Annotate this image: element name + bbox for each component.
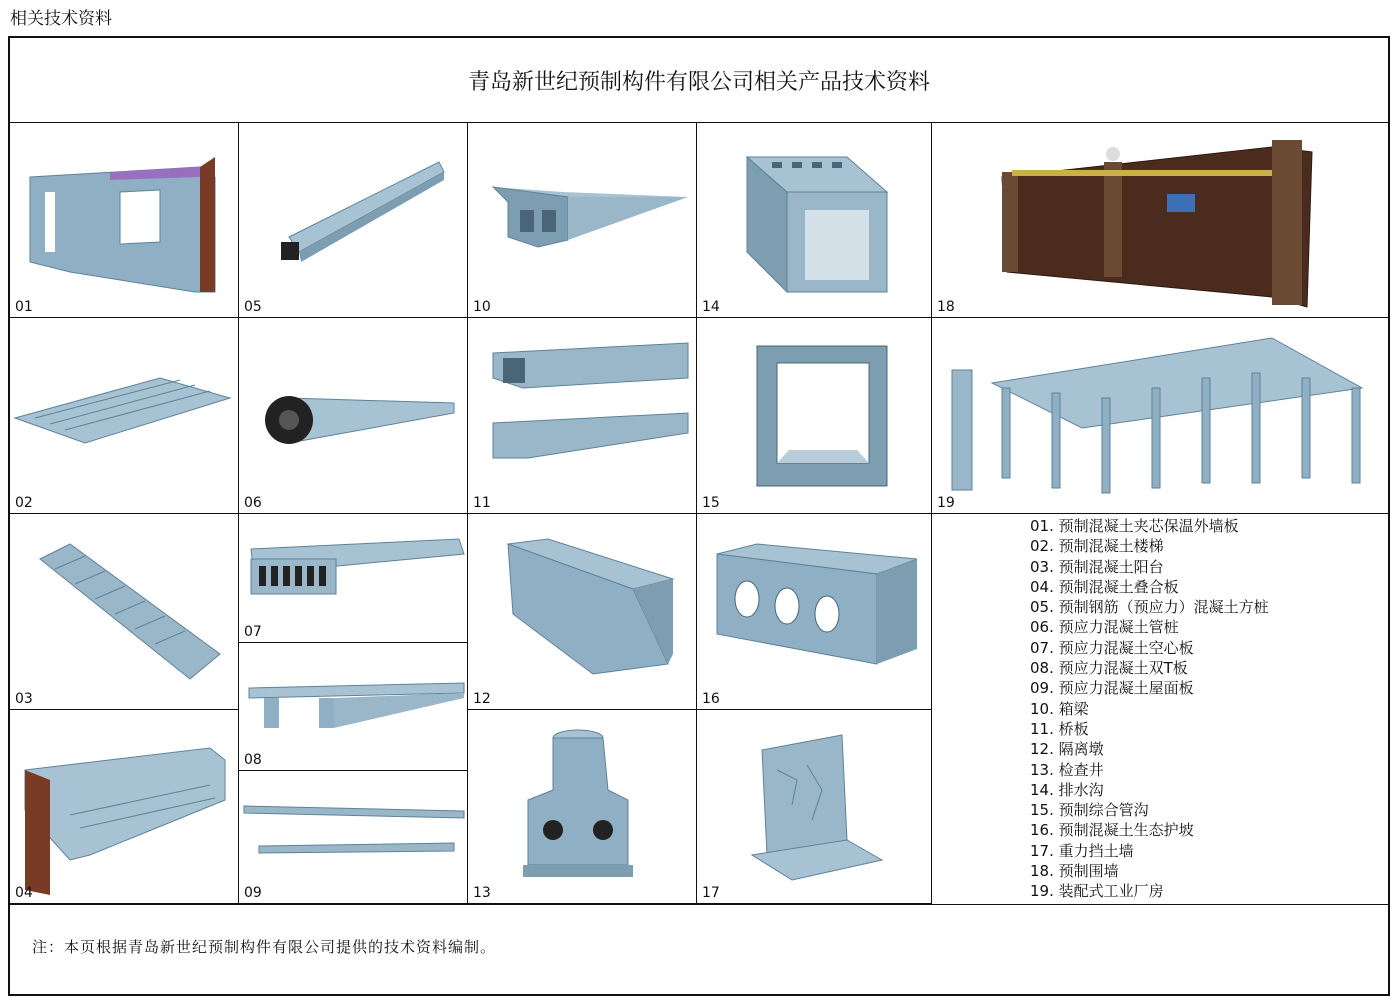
product-cell-14 (697, 122, 932, 318)
product-number: 06 (244, 495, 262, 511)
legend-item: 02. 预制混凝土楼梯 (1030, 537, 1164, 556)
product-number: 18 (937, 299, 955, 315)
product-number: 15 (702, 495, 720, 511)
product-number: 08 (244, 752, 262, 768)
legend-item: 01. 预制混凝土夹芯保温外墙板 (1030, 517, 1239, 535)
utility-tunnel-image (697, 318, 932, 514)
sheet-title: 青岛新世纪预制构件有限公司相关产品技术资料 (10, 38, 1388, 123)
product-cell-16 (697, 514, 932, 710)
double-t-slab-image (239, 643, 468, 771)
drainage-channel-image (697, 122, 932, 318)
product-number: 05 (244, 299, 262, 315)
product-cell-09 (239, 771, 468, 904)
product-number: 10 (473, 299, 491, 315)
gravity-retaining-wall-image (697, 710, 932, 904)
product-cell-01 (10, 122, 239, 318)
product-number: 11 (473, 495, 491, 511)
product-cell-11 (468, 318, 697, 514)
legend-item: 14. 排水沟 (1030, 780, 1104, 799)
product-number: 02 (15, 495, 33, 511)
product-number: 17 (702, 885, 720, 901)
legend-item: 18. 预制围墙 (1030, 862, 1119, 881)
roof-slab-image (239, 771, 468, 904)
legend-item: 16. 预制混凝土生态护坡 (1030, 821, 1194, 840)
product-sheet-frame (8, 36, 1390, 996)
industrial-building-image (932, 318, 1390, 514)
section-header: 相关技术资料 (10, 9, 112, 29)
legend-item: 10. 箱梁 (1030, 699, 1089, 718)
footnote: 注：本页根据青岛新世纪预制构件有限公司提供的技术资料编制。 (32, 938, 497, 956)
product-cell-10 (468, 122, 697, 318)
box-girder-image (468, 122, 697, 318)
product-cell-06 (239, 318, 468, 514)
eco-slope-protection-image (697, 514, 932, 710)
product-cell-07 (239, 514, 468, 643)
product-number: 03 (15, 691, 33, 707)
product-number: 04 (15, 885, 33, 901)
product-number: 16 (702, 691, 720, 707)
stair-image (10, 318, 239, 514)
footer-divider (10, 904, 1388, 905)
product-cell-15 (697, 318, 932, 514)
product-cell-04 (10, 710, 239, 904)
product-cell-17 (697, 710, 932, 904)
legend-item: 19. 装配式工业厂房 (1030, 882, 1164, 901)
product-cell-03 (10, 514, 239, 710)
inspection-well-image (468, 710, 697, 904)
product-cell-12 (468, 514, 697, 710)
pipe-pile-image (239, 318, 468, 514)
product-number: 07 (244, 624, 262, 640)
product-legend (1030, 516, 1269, 902)
product-number: 01 (15, 299, 33, 315)
hollow-core-slab-image (239, 514, 468, 643)
legend-item: 15. 预制综合管沟 (1030, 801, 1149, 820)
legend-item: 11. 桥板 (1030, 719, 1089, 738)
legend-item: 12. 隔离墩 (1030, 740, 1104, 759)
product-number: 14 (702, 299, 720, 315)
product-number: 12 (473, 691, 491, 707)
legend-item: 09. 预应力混凝土屋面板 (1030, 679, 1194, 698)
balcony-image (10, 514, 239, 710)
bridge-slab-image (468, 318, 697, 514)
product-number: 09 (244, 885, 262, 901)
barrier-image (468, 514, 697, 710)
product-cell-18 (932, 122, 1390, 318)
legend-item: 13. 检查井 (1030, 760, 1104, 779)
precast-fence-image (932, 122, 1390, 318)
legend-item: 05. 预制钢筋（预应力）混凝土方桩 (1030, 598, 1269, 617)
legend-item: 08. 预应力混凝土双T板 (1030, 659, 1188, 678)
sandwich-wall-panel-image (10, 122, 239, 318)
square-pile-image (239, 122, 468, 318)
product-cell-02 (10, 318, 239, 514)
composite-slab-image (10, 710, 239, 904)
product-cell-08 (239, 643, 468, 771)
legend-item: 03. 预制混凝土阳台 (1030, 557, 1164, 576)
legend-item: 17. 重力挡土墙 (1030, 841, 1134, 860)
product-cell-05 (239, 122, 468, 318)
legend-item: 06. 预应力混凝土管桩 (1030, 618, 1179, 637)
legend-item: 07. 预应力混凝土空心板 (1030, 638, 1194, 657)
product-cell-13 (468, 710, 697, 904)
legend-item: 04. 预制混凝土叠合板 (1030, 577, 1179, 596)
product-number: 13 (473, 885, 491, 901)
product-cell-19 (932, 318, 1390, 514)
product-number: 19 (937, 495, 955, 511)
